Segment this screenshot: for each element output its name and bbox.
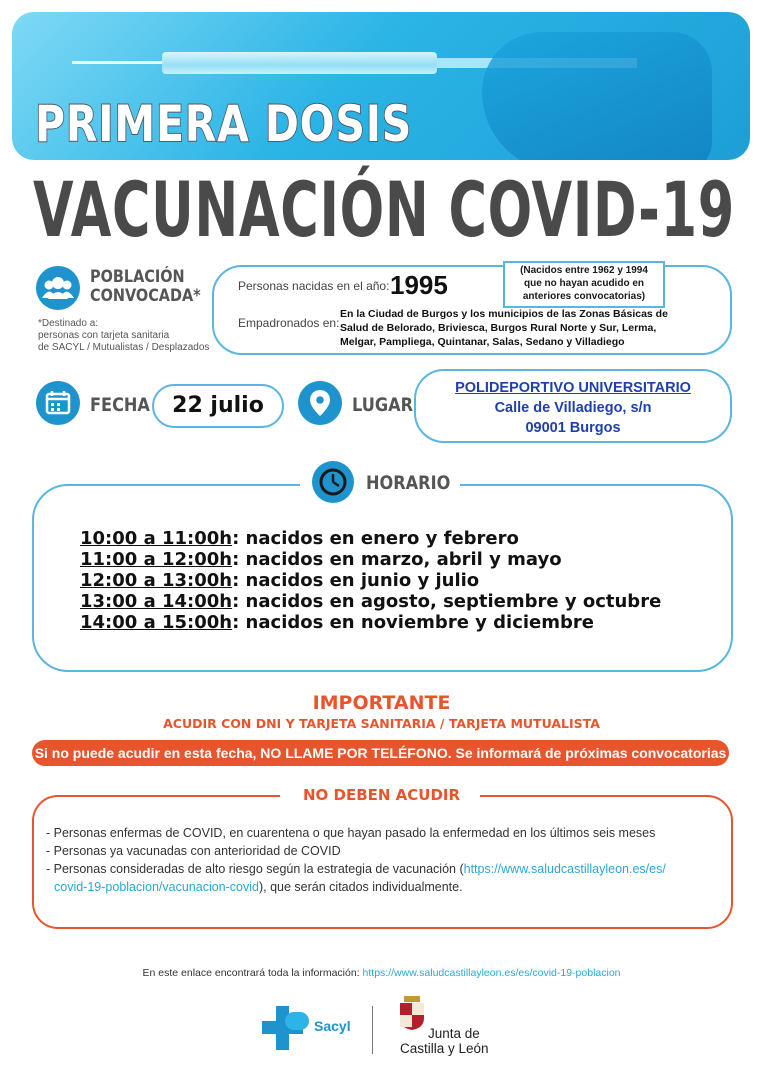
vacunacion-link[interactable]: https://www.saludcastillayleon.es/es/ (463, 862, 666, 876)
birth-note-box: (Nacidos entre 1962 y 1994 que no hayan acudido en anteriores convocatorias) (503, 261, 665, 308)
vacunacion-link-cont[interactable]: covid-19-poblacion/vacunacion-covid (54, 880, 259, 894)
schedule-row: 13:00 a 14:00h: nacidos en agosto, septiembre y octubre (80, 591, 662, 612)
glove-hand (482, 32, 712, 160)
schedule-row: 11:00 a 12:00h: nacidos en marzo, abril y mayo (80, 549, 562, 570)
fecha-value: 22 julio (152, 384, 284, 428)
no-llame-banner: Si no puede acudir en esta fecha, NO LLAME POR TELÉFONO. Se informará de próximas convocatorias (32, 740, 729, 766)
schedule-row: 12:00 a 13:00h: nacidos en junio y julio (80, 570, 480, 591)
lugar-address: POLIDEPORTIVO UNIVERSITARIO Calle de Villadiego, s/n 09001 Burgos (414, 378, 732, 438)
schedule-row: 10:00 a 11:00h: nacidos en enero y febrero (80, 528, 519, 549)
title-vacunacion: VACUNACIÓN COVID-19 (33, 165, 735, 254)
title-primera-dosis: PRIMERA DOSIS (35, 95, 413, 153)
sacyl-logo-icon (262, 1004, 312, 1054)
no-deben-title: NO DEBEN ACUDIR (302, 786, 461, 804)
people-icon (36, 266, 80, 310)
birth-label: Personas nacidas en el año: (238, 279, 390, 293)
list-item: covid-19-poblacion/vacunacion-covid), que serán citados individualmente. (54, 880, 463, 894)
list-item: - Personas ya vacunadas con anterioridad de COVID (46, 844, 341, 858)
poblacion-note: *Destinado a: personas con tarjeta sanitaria de SACYL / Mutualistas / Desplazados (38, 318, 210, 353)
schedule-row: 14:00 a 15:00h: nacidos en noviembre y diciembre (80, 612, 594, 633)
junta-crest-icon (398, 996, 426, 1030)
no-deben-list (46, 824, 666, 896)
horario-label: HORARIO (366, 472, 451, 494)
list-item: - Personas enfermas de COVID, en cuarentena o que hayan pasado la enfermedad en los últimos seis meses (46, 826, 656, 840)
sacyl-text: Sacyl (314, 1018, 351, 1034)
calendar-icon (36, 381, 80, 425)
fecha-label: FECHA (90, 394, 150, 416)
lugar-label: LUGAR (352, 394, 414, 416)
footer-link[interactable]: https://www.saludcastillayleon.es/es/covid-19-poblacion (362, 967, 621, 979)
poblacion-label: POBLACIÓN CONVOCADA* (90, 267, 201, 306)
census-label: Empadronados en: (238, 316, 340, 330)
importante-title: IMPORTANTE (312, 692, 451, 714)
clock-icon (312, 461, 354, 503)
location-pin-icon (298, 381, 342, 425)
syringe-needle (72, 61, 164, 64)
syringe-icon (162, 52, 437, 74)
census-text: En la Ciudad de Burgos y los municipios de las Zonas Básicas de Salud de Belorado, Briviesca, Burgos Rural Norte y Sur, Lerma, Melgar, Pampliega, Quintanar, Salas, Sedano y Villadiego (340, 308, 668, 348)
footer-divider (372, 1006, 373, 1054)
schedule-list (80, 528, 661, 633)
lugar-place: POLIDEPORTIVO UNIVERSITARIO (455, 380, 691, 396)
junta-text: Junta de Castilla y León (400, 1026, 489, 1056)
importante-subtitle: ACUDIR CON DNI Y TARJETA SANITARIA / TARJETA MUTUALISTA (163, 716, 600, 731)
birth-year: 1995 (390, 270, 448, 300)
list-item: - Personas consideradas de alto riesgo según la estrategia de vacunación (https://www.saludcastillayleon.es/es/ (46, 862, 666, 876)
footer-info: En este enlace encontrará toda la información: https://www.saludcastillayleon.es/es/covid-19-poblacion (142, 967, 621, 979)
